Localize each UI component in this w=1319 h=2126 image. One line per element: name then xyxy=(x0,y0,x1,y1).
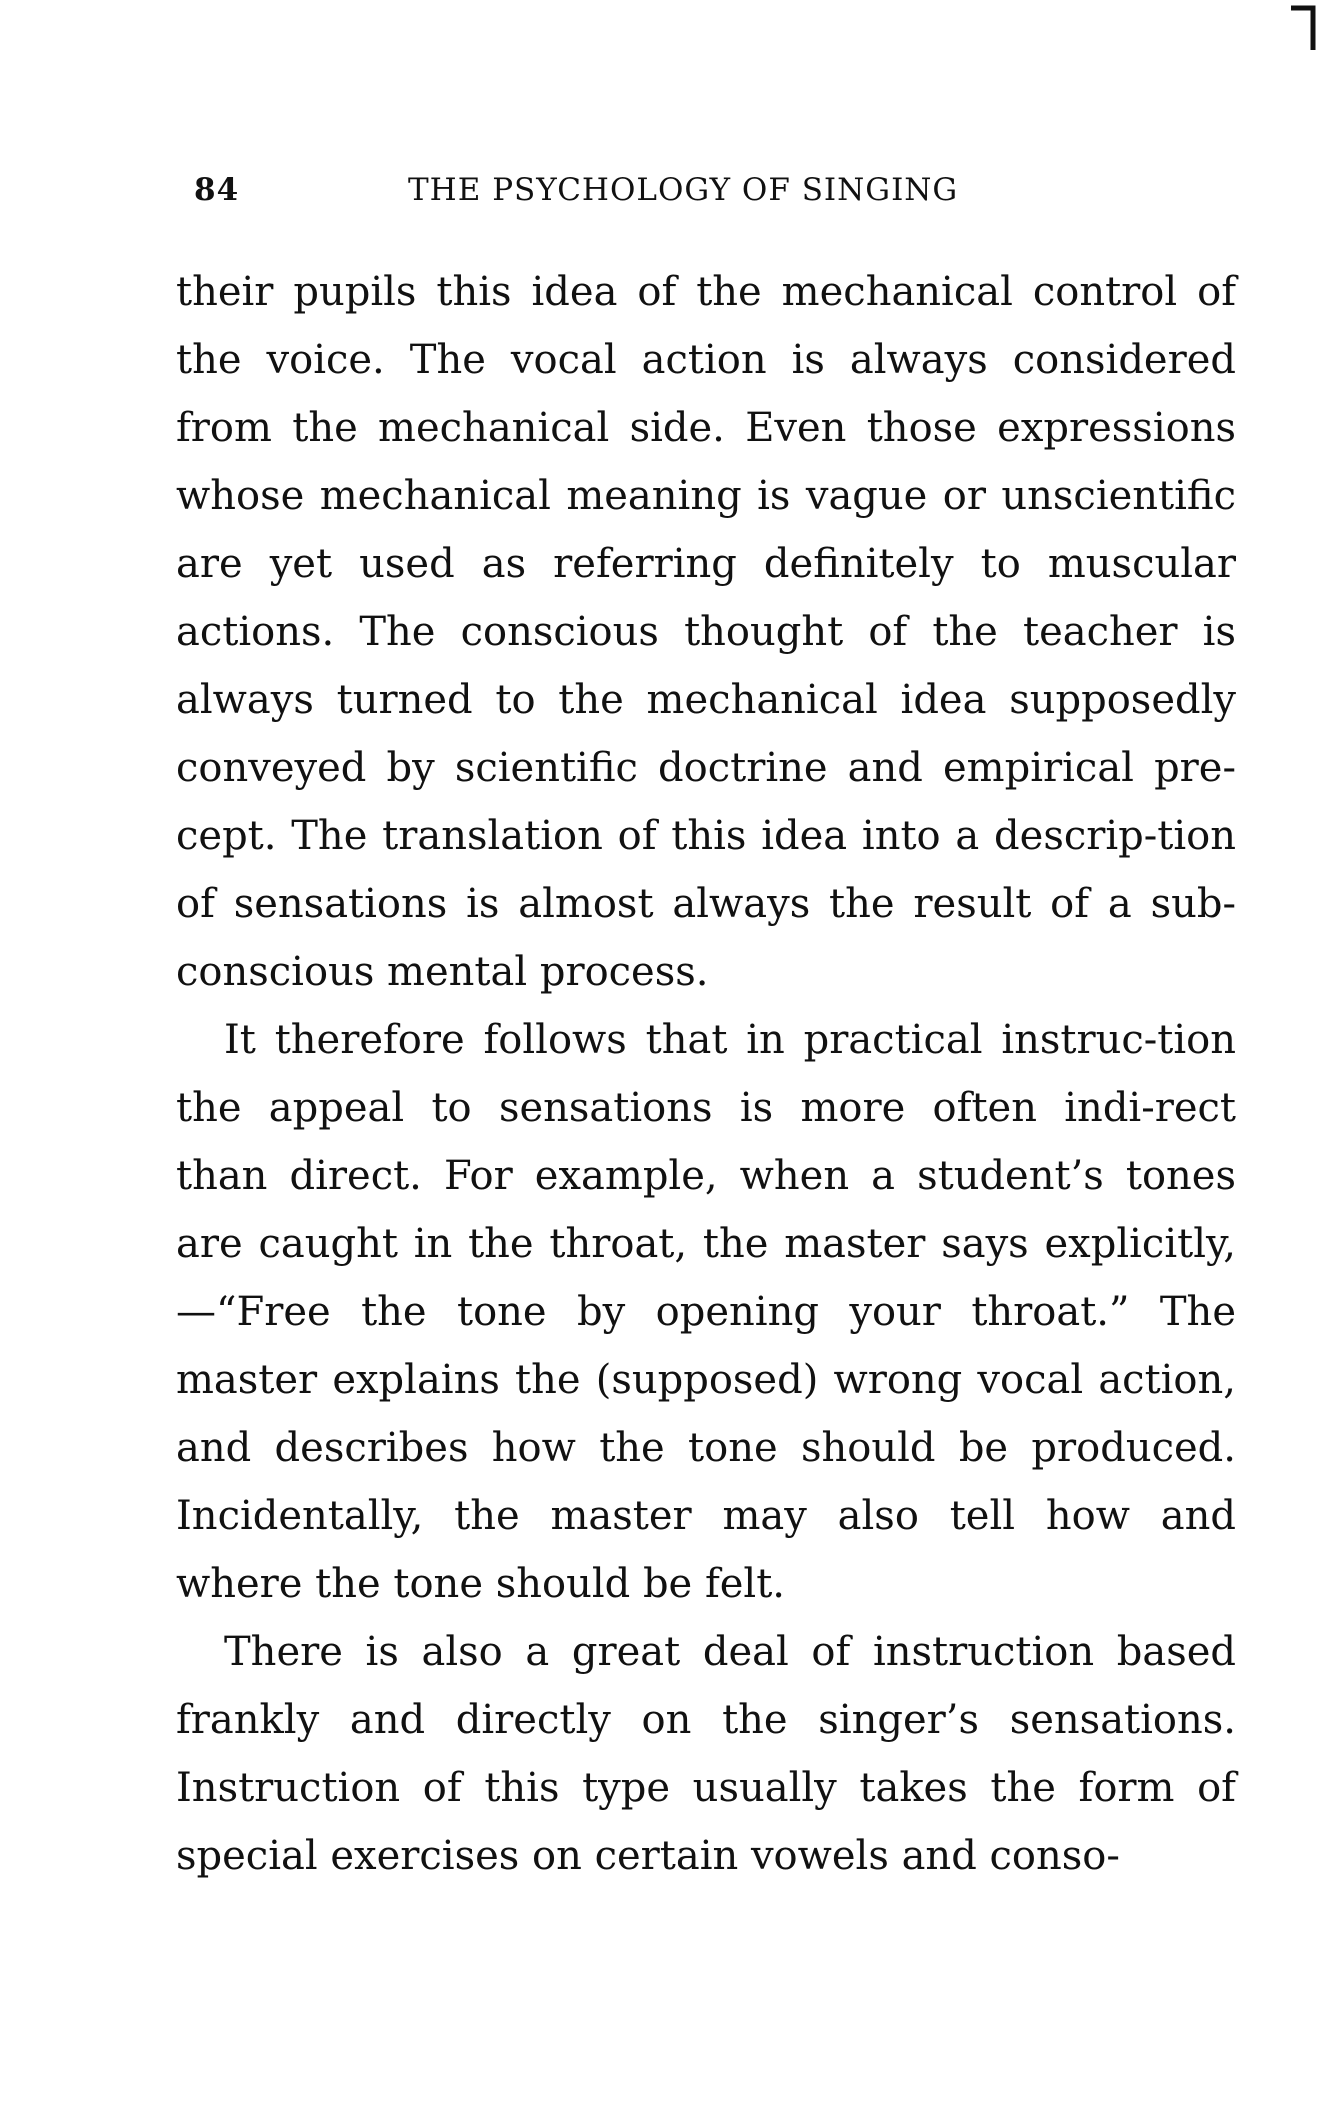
running-title: THE PSYCHOLOGY OF SINGING xyxy=(408,172,959,208)
page-corner-mark xyxy=(1289,0,1319,60)
page-number: 84 xyxy=(194,172,240,208)
body-text xyxy=(176,258,1236,1890)
paragraph-continued: their pupils this idea of the mechanical control of the voice. The vocal action is always considered from the mechanical side. Even those expressions whose mechanical meaning is vague or unscientific are yet used as referring definitely to muscular actions. The conscious thought of the teacher is always turned to the mechanical idea supposedly conveyed by scientific doctrine and empirical pre-cept. The translation of this idea into a descrip-tion of sensations is almost always the result of a sub-conscious mental process. xyxy=(176,269,1236,995)
running-head xyxy=(176,172,1236,222)
paragraph: There is also a great deal of instruction based frankly and directly on the singer’s sensations. Instruction of this type usually takes the form of special exercises on certain vowels and conso- xyxy=(176,1629,1236,1879)
paragraph: It therefore follows that in practical instruc-tion the appeal to sensations is more often indi-rect than direct. For example, when a student’s tones are caught in the throat, the master says explicitly,—“Free the tone by opening your throat.” The master explains the (supposed) wrong vocal action, and describes how the tone should be produced. Incidentally, the master may also tell how and where the tone should be felt. xyxy=(176,1017,1236,1607)
